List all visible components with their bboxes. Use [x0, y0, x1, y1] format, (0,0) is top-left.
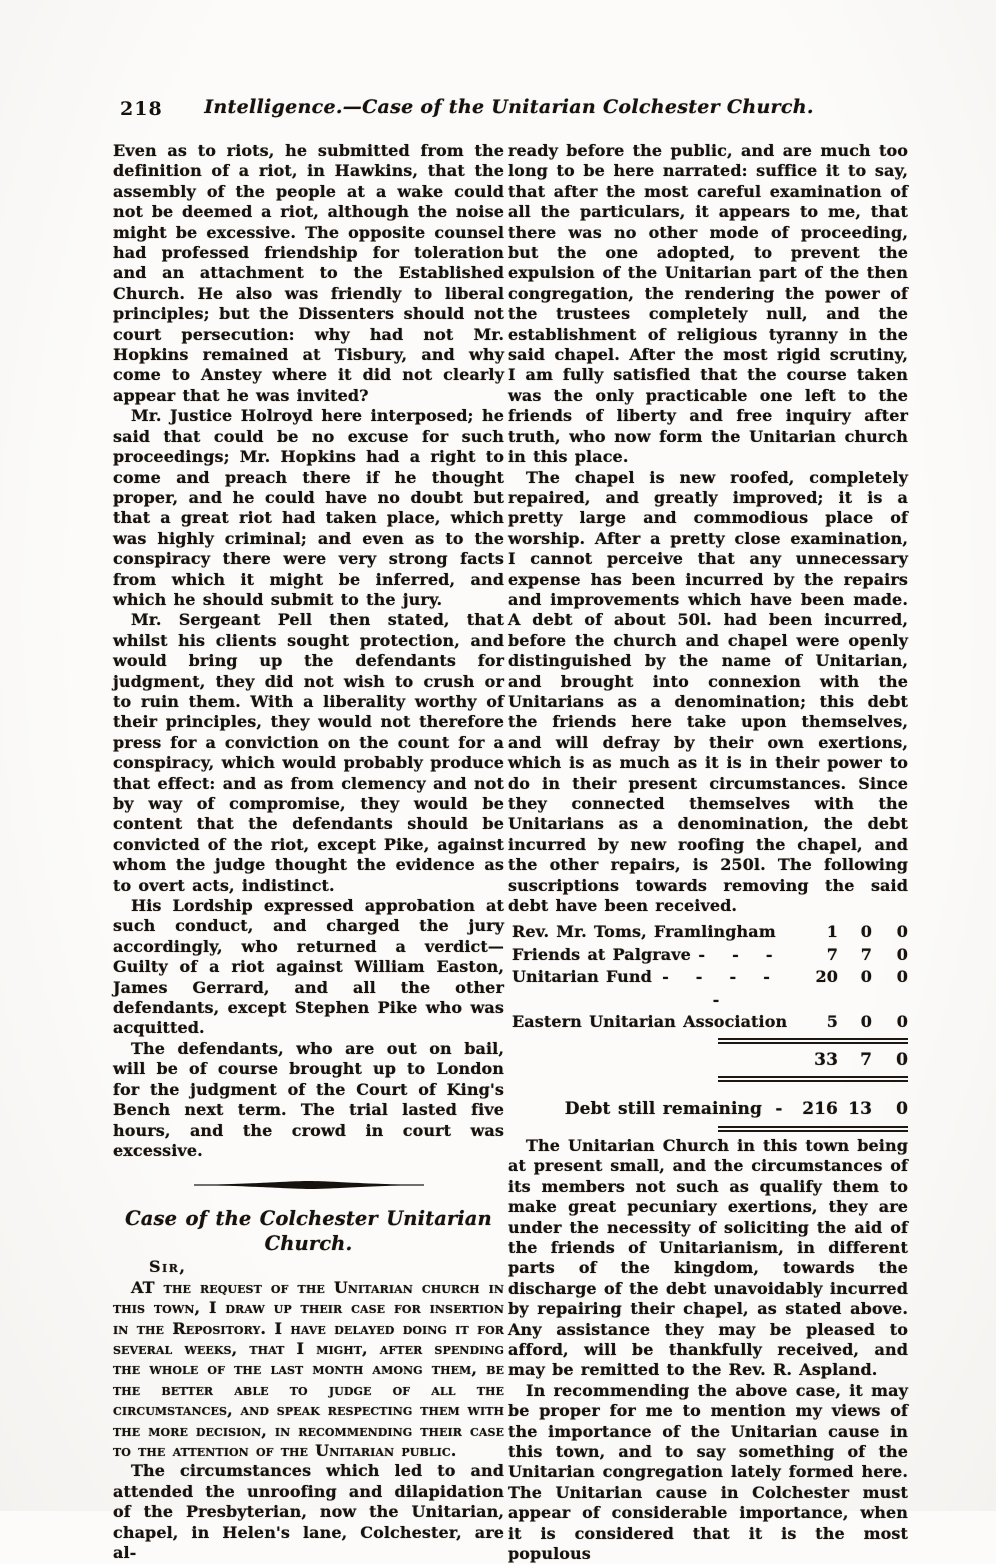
paragraph: Even as to riots, he submitted from the definition of a riot, in Hawkins, that the assembly of the people at a wake could not be deemed a riot, although the noise might be excessive. The opposite counsel had professed friendship for toleration and an attachment to the Established Church. He also was friendly to liberal principles; but the Dissenters should not court persecution: why had not Mr. Hopkins remained at Tisbury, and why come to Anstey where it did not clearly appear that he was invited? — [113, 141, 504, 405]
paragraph: The defendants, who are out on bail, will be of course brought up to London for the judgment of the Court of King's Bench next term. The trial lasted five hours, and the crowd in court was excessive. — [113, 1038, 504, 1160]
total-pence: 0 — [896, 1049, 908, 1070]
running-header — [112, 96, 906, 126]
amount-pence: 0 — [896, 967, 908, 987]
page-number: 218 — [120, 98, 163, 120]
table-row — [512, 921, 908, 944]
debt-shillings: 13 — [848, 1098, 872, 1119]
paragraph: The circumstances which led to and attended the unroofing and dilapidation of the Presbyterian, now the Unitarian, chapel, in Helen's lane, Colchester, are al- — [113, 1461, 504, 1562]
table-row — [512, 944, 908, 967]
debt-row — [512, 1096, 908, 1122]
leader-dashes: - - - — [698, 944, 783, 964]
amount-pounds: 1 — [826, 922, 838, 942]
total-rule-bottom — [718, 1076, 908, 1082]
left-column — [113, 141, 504, 1563]
subscriber-name: Eastern Unitarian Association — [512, 1012, 788, 1032]
total-pounds: 33 — [814, 1049, 838, 1070]
amount-pounds: 7 — [826, 944, 838, 964]
amount-pounds: 20 — [815, 967, 838, 987]
paragraph: The Unitarian Church in this town being at present small, and the circumstances of its members not such as qualify them to make great pecuniary exertions, they are under the necessity of soliciting the aid of the friends of Unitarianism, in different parts of the kingdom, towards the discharge of the debt unavoidably incurred by repairing their chapel, as stated above. Any assistance they may be pleased to afford, will be thankfully received, and may be remitted to the Rev. R. Aspland. — [508, 1135, 908, 1380]
subscriber-name: Rev. Mr. Toms, Framlingham — [512, 922, 776, 942]
subscription-table — [512, 921, 908, 1132]
section-divider — [113, 1174, 504, 1194]
amount-shillings: 0 — [860, 967, 872, 987]
right-column — [508, 141, 908, 1564]
total-row — [512, 1048, 908, 1072]
paragraph: AT the request of the Unitarian church in this town, I draw up their case for insertion in the Repository. I have delayed doing it for several weeks, that I might, after spending the whole of the last month among them, be the better able to judge of all the circumstances, and speak respecting them with the more decision, in recommending their case to the attention of the Unitarian public. — [113, 1277, 504, 1460]
paragraph: In recommending the above case, it may be proper for me to mention my views of the importance of the Unitarian cause in this town, and to say something of the Unitarian congregation lately formed here. The Unitarian cause in Colchester must appear of considerable importance, when it is considered that it is the most populous — [508, 1380, 908, 1564]
debt-pounds: 216 — [802, 1098, 838, 1119]
amount-shillings: 0 — [860, 922, 872, 942]
subscriber-name: Unitarian Fund — [512, 967, 652, 987]
running-title: Intelligence.—Case of the Unitarian Colchester Church. — [204, 96, 814, 118]
leader-dashes: - - - - - — [662, 967, 780, 1009]
swelled-rule-icon — [194, 1180, 424, 1190]
amount-shillings: 0 — [860, 1012, 872, 1032]
amount-shillings: 7 — [860, 944, 872, 964]
paragraph: The chapel is new roofed, completely repaired, and greatly improved; it is a pretty large and commodious place of worship. After a pretty close examination, I cannot perceive that any unnecessary expense has been incurred by the repairs and improvements which have been made. A debt of about 50l. had been incurred, before the church and chapel were openly distinguished by the name of Unitarian, and brought into connexion with the Unitarians as a denomination; this debt the friends here take upon themselves, and will defray by their own exertions, which is as much as it is in their power to do in their present circumstances. Since they connected themselves with the Unitarians as a denomination, the debt incurred by new roofing the chapel, and the other repairs, is 250l. The following suscriptions towards removing the said debt have been received. — [508, 467, 908, 916]
paragraph: Mr. Sergeant Pell then stated, that whilst his clients sought protection, and would bring up the defendants for judgment, they did not wish to crush or to ruin them. With a liberality worthy of their principles, they would not therefore press for a conviction on the count for a conspiracy, which would probably produce that effect: and as from clemency and not by way of compromise, they would be content that the defendants should be convicted of the riot, except Pike, against whom the judge thought the evidence as to overt acts, indistinct. — [113, 610, 504, 895]
subscriber-name: Friends at Palgrave — [512, 944, 691, 964]
leader-dashes — [776, 921, 790, 944]
salutation: Sir, — [149, 1256, 187, 1276]
amount-pence: 0 — [896, 922, 908, 942]
total-rule-top — [718, 1038, 908, 1044]
amount-pounds: 5 — [826, 1012, 838, 1032]
total-shillings: 7 — [860, 1049, 872, 1070]
leader-dash: - — [775, 1098, 783, 1119]
debt-label: Debt still remaining — [564, 1098, 762, 1119]
paragraph: ready before the public, and are much too long to be here narrated: suffice it to say, that after the most careful examination of all the particulars, it appears to me, that there was no other mode of proceeding, but the one adopted, to prevent the expulsion of the Unitarian part of the then congregation, the rendering the power of the trustees completely null, and the establishment of religious tyranny in the said chapel. After the most rigid scrutiny, I am fully satisfied that the course taken was the only practicable one left to the friends of liberty and free inquiry after truth, who now form the Unitarian church in this place. — [508, 141, 908, 467]
section-heading: Case of the Colchester Unitarian Church. — [125, 1206, 492, 1255]
paragraph: His Lordship expressed approbation at such conduct, and charged the jury accordingly, who returned a verdict—Guilty of a riot against William Easton, James Gerrard, and all the other defendants, except Stephen Pike who was acquitted. — [113, 896, 504, 1038]
table-row — [512, 966, 908, 1011]
debt-rule-bottom — [718, 1126, 908, 1132]
amount-pence: 0 — [896, 1012, 908, 1032]
paragraph: Mr. Justice Holroyd here interposed; he said that could be no excuse for such proceedings; Mr. Hopkins had a right to come and preach there if he thought proper, and he could have no doubt but that a great riot had taken place, which was highly criminal; and even as to the conspiracy there were very strong facts from which it might be inferred, and which he should submit to the jury. — [113, 406, 504, 609]
table-row — [512, 1011, 908, 1034]
debt-pence: 0 — [896, 1098, 908, 1119]
amount-pence: 0 — [896, 944, 908, 964]
